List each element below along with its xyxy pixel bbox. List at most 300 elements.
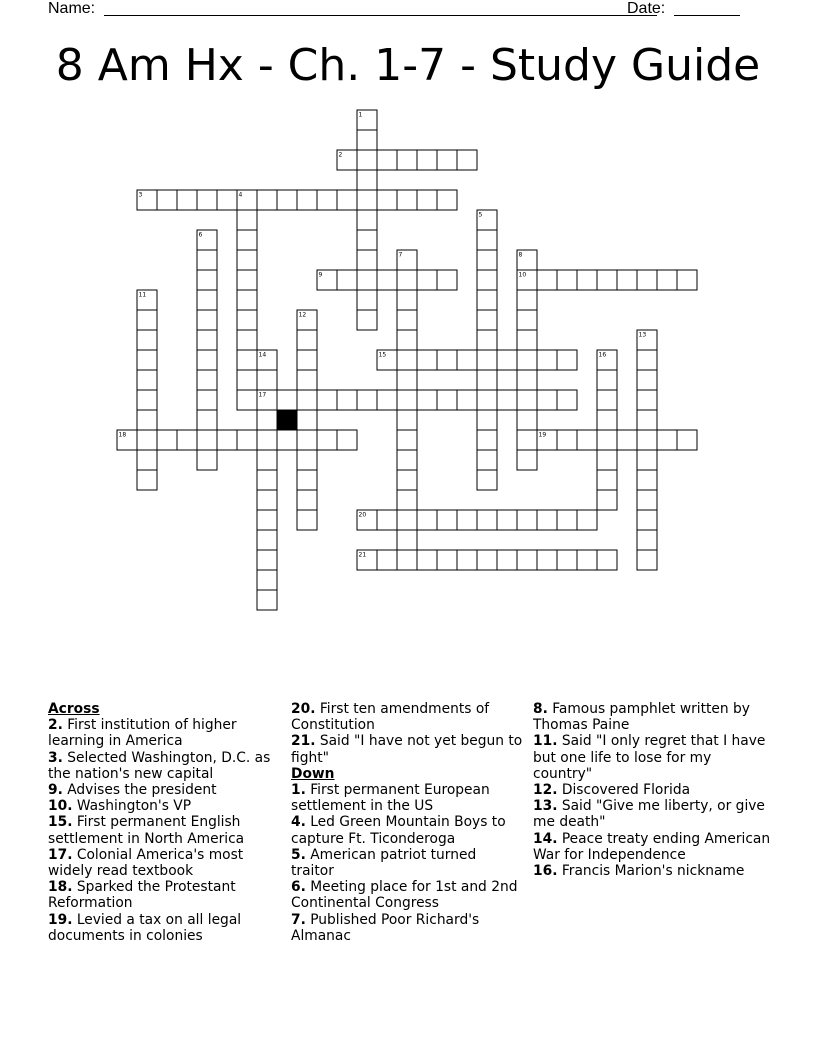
clue-number: 20.	[291, 701, 316, 717]
crossword-cell[interactable]	[137, 390, 157, 410]
crossword-cell[interactable]	[597, 410, 617, 430]
crossword-cell[interactable]	[157, 190, 177, 210]
crossword-cell[interactable]	[517, 550, 537, 570]
clue-text: Colonial America's most widely read textbook	[48, 846, 244, 880]
crossword-cell[interactable]	[317, 430, 337, 450]
crossword-cell[interactable]	[197, 190, 217, 210]
crossword-cell[interactable]	[257, 370, 277, 390]
crossword-cell[interactable]	[357, 270, 377, 290]
clue-item	[48, 717, 278, 749]
crossword-cell[interactable]	[517, 450, 537, 470]
crossword-cell[interactable]	[297, 190, 317, 210]
clue-text: First permanent European settlement in the US	[291, 782, 490, 815]
crossword-cell[interactable]	[357, 230, 377, 250]
cell-number: 1	[358, 111, 363, 119]
crossword-cell[interactable]	[417, 510, 437, 530]
cell-number: 10	[518, 271, 527, 279]
clue-item	[291, 879, 523, 911]
crossword-cell[interactable]	[437, 190, 457, 210]
crossword-cell[interactable]	[637, 390, 657, 410]
crossword-cell[interactable]	[557, 550, 577, 570]
crossword-cell[interactable]	[357, 550, 377, 570]
crossword-cell[interactable]	[137, 290, 157, 310]
crossword-cell[interactable]	[457, 390, 477, 410]
crossword-cell[interactable]	[517, 270, 537, 290]
crossword-cell[interactable]	[237, 370, 257, 390]
crossword-cell[interactable]	[637, 350, 657, 370]
crossword-cell[interactable]	[417, 190, 437, 210]
clue-item	[48, 879, 278, 911]
crossword-cell[interactable]	[257, 490, 277, 510]
crossword-cell[interactable]	[437, 350, 457, 370]
crossword-cell[interactable]	[357, 150, 377, 170]
crossword-cell[interactable]	[237, 230, 257, 250]
crossword-cell[interactable]	[577, 550, 597, 570]
crossword-cell[interactable]	[597, 430, 617, 450]
crossword-cell[interactable]	[257, 550, 277, 570]
crossword-cell[interactable]	[357, 510, 377, 530]
crossword-cell[interactable]	[197, 350, 217, 370]
clue-item	[533, 733, 773, 782]
crossword-cell[interactable]	[477, 410, 497, 430]
crossword-cell[interactable]	[477, 450, 497, 470]
crossword-cell[interactable]	[497, 550, 517, 570]
crossword-cell[interactable]	[477, 330, 497, 350]
crossword-cell[interactable]	[397, 270, 417, 290]
crossword-cell[interactable]	[477, 230, 497, 250]
crossword-cell[interactable]	[677, 430, 697, 450]
crossword-cell[interactable]	[137, 470, 157, 490]
clue-item	[533, 798, 773, 830]
clue-number: 13.	[533, 798, 558, 815]
crossword-cell[interactable]	[237, 290, 257, 310]
crossword-cell[interactable]	[397, 250, 417, 270]
crossword-cell[interactable]	[397, 150, 417, 170]
crossword-cell[interactable]	[497, 350, 517, 370]
crossword-cell[interactable]	[517, 250, 537, 270]
crossword-cell[interactable]	[477, 250, 497, 270]
crossword-cell[interactable]	[137, 190, 157, 210]
crossword-cell[interactable]	[557, 350, 577, 370]
crossword-cell[interactable]	[517, 430, 537, 450]
clue-text: First permanent English settlement in North America	[48, 814, 245, 847]
crossword-cell[interactable]	[257, 190, 277, 210]
crossword-cell[interactable]	[137, 410, 157, 430]
crossword-cell[interactable]	[337, 150, 357, 170]
crossword-cell[interactable]	[317, 270, 337, 290]
crossword-cell[interactable]	[617, 430, 637, 450]
crossword-cell[interactable]	[477, 550, 497, 570]
crossword-cell[interactable]	[477, 210, 497, 230]
crossword-cell[interactable]	[297, 350, 317, 370]
crossword-cell[interactable]	[517, 510, 537, 530]
crossword-cell[interactable]	[477, 510, 497, 530]
crossword-cell[interactable]	[337, 190, 357, 210]
crossword-cell[interactable]	[117, 430, 137, 450]
crossword-cell[interactable]	[377, 150, 397, 170]
crossword-cell[interactable]	[237, 310, 257, 330]
crossword-cell[interactable]	[397, 290, 417, 310]
crossword-cell[interactable]	[437, 270, 457, 290]
date-label: Date:	[627, 0, 666, 17]
crossword-cell[interactable]	[137, 310, 157, 330]
crossword-cell[interactable]	[237, 250, 257, 270]
crossword-cell[interactable]	[557, 270, 577, 290]
crossword-cell[interactable]	[557, 430, 577, 450]
crossword-cell[interactable]	[397, 450, 417, 470]
crossword-cell[interactable]	[557, 510, 577, 530]
cell-number: 4	[238, 191, 243, 199]
crossword-cell[interactable]	[657, 430, 677, 450]
clue-number: 15.	[48, 814, 73, 831]
crossword-cell[interactable]	[237, 210, 257, 230]
crossword-cell[interactable]	[297, 510, 317, 530]
crossword-cell[interactable]	[197, 250, 217, 270]
crossword-cell[interactable]	[297, 310, 317, 330]
crossword-cell[interactable]	[637, 490, 657, 510]
crossword-cell[interactable]	[397, 430, 417, 450]
crossword-cell[interactable]	[457, 350, 477, 370]
crossword-cell[interactable]	[637, 430, 657, 450]
clue-item	[48, 847, 278, 879]
crossword-cell[interactable]	[197, 310, 217, 330]
crossword-cell[interactable]	[197, 290, 217, 310]
crossword-cell[interactable]	[637, 370, 657, 390]
crossword-cell[interactable]	[217, 430, 237, 450]
clue-text: Said "Give me liberty, or give me death"	[533, 798, 765, 831]
crossword-cell[interactable]	[297, 430, 317, 450]
clue-number: 5.	[291, 846, 306, 863]
crossword-cell[interactable]	[637, 410, 657, 430]
crossword-cell[interactable]	[637, 270, 657, 290]
crossword-cell[interactable]	[417, 270, 437, 290]
clue-number: 7.	[291, 911, 306, 928]
crossword-cell[interactable]	[517, 390, 537, 410]
crossword-cell[interactable]	[417, 350, 437, 370]
clue-item	[533, 831, 773, 863]
crossword-cell[interactable]	[257, 470, 277, 490]
crossword-cell[interactable]	[197, 270, 217, 290]
crossword-cell[interactable]	[537, 390, 557, 410]
crossword-cell[interactable]	[437, 390, 457, 410]
crossword-cell[interactable]	[357, 210, 377, 230]
clue-number: 18.	[48, 879, 73, 896]
clue-item	[48, 912, 278, 944]
crossword-cell[interactable]	[517, 290, 537, 310]
clue-item	[291, 701, 523, 733]
crossword-cell[interactable]	[457, 550, 477, 570]
crossword-cell[interactable]	[497, 510, 517, 530]
clue-item	[291, 782, 523, 814]
crossword-cell[interactable]	[597, 270, 617, 290]
crossword-cell[interactable]	[537, 430, 557, 450]
crossword-cell[interactable]	[477, 390, 497, 410]
crossword-cell[interactable]	[197, 390, 217, 410]
clues-column-2	[291, 701, 523, 944]
clue-item	[533, 782, 773, 798]
crossword-cell[interactable]	[477, 470, 497, 490]
cell-number: 8	[518, 251, 523, 259]
crossword-cell[interactable]	[317, 190, 337, 210]
crossword-cell[interactable]	[357, 110, 377, 130]
clue-text: First institution of higher learning in America	[48, 717, 237, 750]
crossword-cell[interactable]	[637, 510, 657, 530]
crossword-cell[interactable]	[377, 190, 397, 210]
crossword-cell[interactable]	[257, 410, 277, 430]
crossword-cell[interactable]	[637, 450, 657, 470]
cell-number: 18	[118, 431, 127, 439]
down-heading: Down	[291, 765, 335, 782]
clue-text: Said "I only regret that I have but one life to lose for my country"	[533, 733, 766, 782]
crossword-cell[interactable]	[637, 530, 657, 550]
crossword-cell[interactable]	[637, 550, 657, 570]
crossword-cell[interactable]	[457, 510, 477, 530]
crossword-cell[interactable]	[197, 450, 217, 470]
crossword-cell[interactable]	[477, 370, 497, 390]
clue-number: 16.	[533, 863, 558, 880]
crossword-cell[interactable]	[397, 530, 417, 550]
clue-text: Selected Washington, D.C. as the nation's new capital	[48, 749, 271, 782]
crossword-cell[interactable]	[397, 190, 417, 210]
cell-number: 21	[358, 551, 367, 559]
crossword-cell[interactable]	[297, 390, 317, 410]
crossword-cell[interactable]	[137, 450, 157, 470]
crossword-cell[interactable]	[237, 270, 257, 290]
crossword-cell[interactable]	[257, 510, 277, 530]
cell-number: 3	[138, 191, 143, 199]
clue-text: Advises the president	[62, 782, 217, 799]
crossword-cell[interactable]	[137, 350, 157, 370]
crossword-cell[interactable]	[517, 330, 537, 350]
crossword-cell[interactable]	[137, 330, 157, 350]
clue-text: Published Poor Richard's Almanac	[291, 911, 480, 944]
crossword-cell[interactable]	[437, 150, 457, 170]
crossword-cell[interactable]	[257, 430, 277, 450]
crossword-cell[interactable]	[397, 470, 417, 490]
crossword-cell[interactable]	[297, 410, 317, 430]
crossword-cell[interactable]	[477, 290, 497, 310]
cell-number: 11	[138, 291, 147, 299]
clue-text: Sparked the Protestant Reformation	[48, 879, 236, 912]
crossword-cell[interactable]	[237, 390, 257, 410]
clue-item	[48, 814, 278, 846]
crossword-cell[interactable]	[537, 510, 557, 530]
crossword-cell[interactable]	[277, 190, 297, 210]
crossword-cell[interactable]	[297, 490, 317, 510]
clue-text: Famous pamphlet written by Thomas Paine	[533, 701, 750, 734]
cell-number: 2	[338, 151, 343, 159]
clue-number: 17.	[48, 846, 73, 863]
crossword-cell[interactable]	[377, 510, 397, 530]
crossword-cell[interactable]	[597, 370, 617, 390]
cell-number: 9	[318, 271, 323, 279]
crossword-cell[interactable]	[377, 350, 397, 370]
clue-item	[291, 814, 523, 846]
crossword-cell[interactable]	[157, 430, 177, 450]
crossword-cell[interactable]	[177, 190, 197, 210]
crossword-cell[interactable]	[197, 370, 217, 390]
crossword-cell[interactable]	[497, 390, 517, 410]
name-date-header	[48, 0, 748, 20]
crossword-cell[interactable]	[477, 270, 497, 290]
crossword-cell[interactable]	[637, 470, 657, 490]
clue-text: Washington's VP	[72, 798, 192, 815]
crossword-cell[interactable]	[237, 190, 257, 210]
crossword-cell[interactable]	[357, 310, 377, 330]
crossword-cell[interactable]	[617, 270, 637, 290]
crossword-cell[interactable]	[597, 550, 617, 570]
crossword-cell[interactable]	[677, 270, 697, 290]
crossword-cell[interactable]	[397, 490, 417, 510]
clue-item	[48, 798, 278, 814]
crossword-cell[interactable]	[337, 390, 357, 410]
crossword-cell[interactable]	[357, 190, 377, 210]
clue-text: Led Green Mountain Boys to capture Ft. Ticonderoga	[291, 814, 506, 847]
crossword-cell[interactable]	[597, 490, 617, 510]
crossword-cell[interactable]	[317, 390, 337, 410]
clue-number: 1.	[291, 782, 306, 799]
clue-item	[533, 701, 773, 733]
crossword-cell[interactable]	[597, 450, 617, 470]
date-field-line[interactable]	[674, 15, 740, 16]
clue-number: 11.	[533, 733, 558, 750]
crossword-cell[interactable]	[397, 390, 417, 410]
cell-number: 17	[258, 391, 267, 399]
crossword-cell[interactable]	[417, 390, 437, 410]
clue-number: 19.	[48, 911, 73, 928]
crossword-cell[interactable]	[477, 430, 497, 450]
crossword-cell[interactable]	[257, 390, 277, 410]
crossword-cell[interactable]	[397, 330, 417, 350]
crossword-cell[interactable]	[517, 370, 537, 390]
crossword-cell[interactable]	[597, 390, 617, 410]
crossword-cell[interactable]	[197, 230, 217, 250]
crossword-cell[interactable]	[597, 470, 617, 490]
clue-text: Said "I have not yet begun to fight"	[291, 733, 523, 766]
clue-number: 8.	[533, 701, 548, 717]
crossword-cell[interactable]	[637, 330, 657, 350]
clue-item	[291, 912, 523, 944]
crossword-cell[interactable]	[357, 250, 377, 270]
clue-number: 14.	[533, 830, 558, 847]
across-heading: Across	[48, 701, 100, 717]
clue-number: 12.	[533, 782, 558, 799]
cell-number: 16	[598, 351, 607, 359]
crossword-cell[interactable]	[197, 410, 217, 430]
clues-column-3	[533, 701, 773, 879]
crossword-cell[interactable]	[197, 330, 217, 350]
crossword-cell[interactable]	[417, 550, 437, 570]
crossword-cell[interactable]	[377, 550, 397, 570]
crossword-cell[interactable]	[297, 370, 317, 390]
clue-number: 3.	[48, 749, 63, 766]
clue-text: American patriot turned traitor	[291, 846, 477, 880]
clue-number: 10.	[48, 798, 73, 815]
crossword-cell[interactable]	[257, 590, 277, 610]
crossword-cell[interactable]	[397, 550, 417, 570]
crossword-cell[interactable]	[337, 270, 357, 290]
crossword-cell[interactable]	[357, 130, 377, 150]
crossword-cell[interactable]	[477, 310, 497, 330]
clue-item	[533, 863, 773, 879]
crossword-cell[interactable]	[237, 350, 257, 370]
name-field-line[interactable]	[104, 15, 657, 16]
clue-number: 9.	[48, 782, 63, 799]
crossword-cell[interactable]	[397, 410, 417, 430]
cell-number: 15	[378, 351, 387, 359]
crossword-cell[interactable]	[577, 510, 597, 530]
crossword-cell[interactable]	[257, 350, 277, 370]
clue-item	[48, 750, 278, 782]
cell-number: 19	[538, 431, 547, 439]
clue-text: Discovered Florida	[557, 782, 691, 799]
crossword-cell[interactable]	[297, 450, 317, 470]
crossword-cell[interactable]	[277, 430, 297, 450]
crossword-cell[interactable]	[297, 330, 317, 350]
crossword-cell[interactable]	[257, 450, 277, 470]
crossword-cell[interactable]	[537, 270, 557, 290]
crossword-cell[interactable]	[537, 350, 557, 370]
cell-number: 7	[398, 251, 403, 259]
crossword-cell[interactable]	[517, 310, 537, 330]
crossword-cell[interactable]	[417, 150, 437, 170]
clues-column-1	[48, 701, 278, 944]
crossword-cell[interactable]	[217, 190, 237, 210]
crossword-cell[interactable]	[577, 430, 597, 450]
crossword-cell[interactable]	[437, 550, 457, 570]
crossword-cell[interactable]	[357, 290, 377, 310]
crossword-cell[interactable]	[397, 510, 417, 530]
crossword-cell[interactable]	[517, 410, 537, 430]
crossword-cell[interactable]	[537, 550, 557, 570]
crossword-cell[interactable]	[477, 350, 497, 370]
crossword-cell[interactable]	[397, 350, 417, 370]
black-cell	[277, 410, 297, 430]
crossword-cell[interactable]	[337, 430, 357, 450]
crossword-cell[interactable]	[137, 370, 157, 390]
crossword-cell[interactable]	[197, 430, 217, 450]
crossword-cell[interactable]	[377, 390, 397, 410]
crossword-cell[interactable]	[137, 430, 157, 450]
clue-number: 6.	[291, 879, 306, 896]
crossword-cell[interactable]	[457, 150, 477, 170]
clue-number: 21.	[291, 733, 316, 750]
crossword-cell[interactable]	[357, 390, 377, 410]
crossword-cell[interactable]	[257, 530, 277, 550]
crossword-cell[interactable]	[517, 350, 537, 370]
crossword-cell[interactable]	[557, 390, 577, 410]
cell-number: 12	[298, 311, 307, 319]
clue-text: Levied a tax on all legal documents in colonies	[48, 911, 242, 944]
crossword-cell[interactable]	[277, 390, 297, 410]
crossword-cell[interactable]	[397, 370, 417, 390]
crossword-cell[interactable]	[397, 310, 417, 330]
clue-text: Peace treaty ending American War for Independence	[533, 830, 771, 863]
crossword-cell[interactable]	[177, 430, 197, 450]
crossword-cell[interactable]	[237, 330, 257, 350]
crossword-cell[interactable]	[377, 270, 397, 290]
crossword-cell[interactable]	[597, 350, 617, 370]
crossword-cell[interactable]	[297, 470, 317, 490]
crossword-cell[interactable]	[577, 270, 597, 290]
clue-number: 4.	[291, 814, 306, 831]
crossword-cell[interactable]	[257, 570, 277, 590]
clue-item	[291, 847, 523, 879]
crossword-cell[interactable]	[437, 510, 457, 530]
crossword-cell[interactable]	[657, 270, 677, 290]
crossword-cell[interactable]	[237, 430, 257, 450]
crossword-cell[interactable]	[357, 170, 377, 190]
